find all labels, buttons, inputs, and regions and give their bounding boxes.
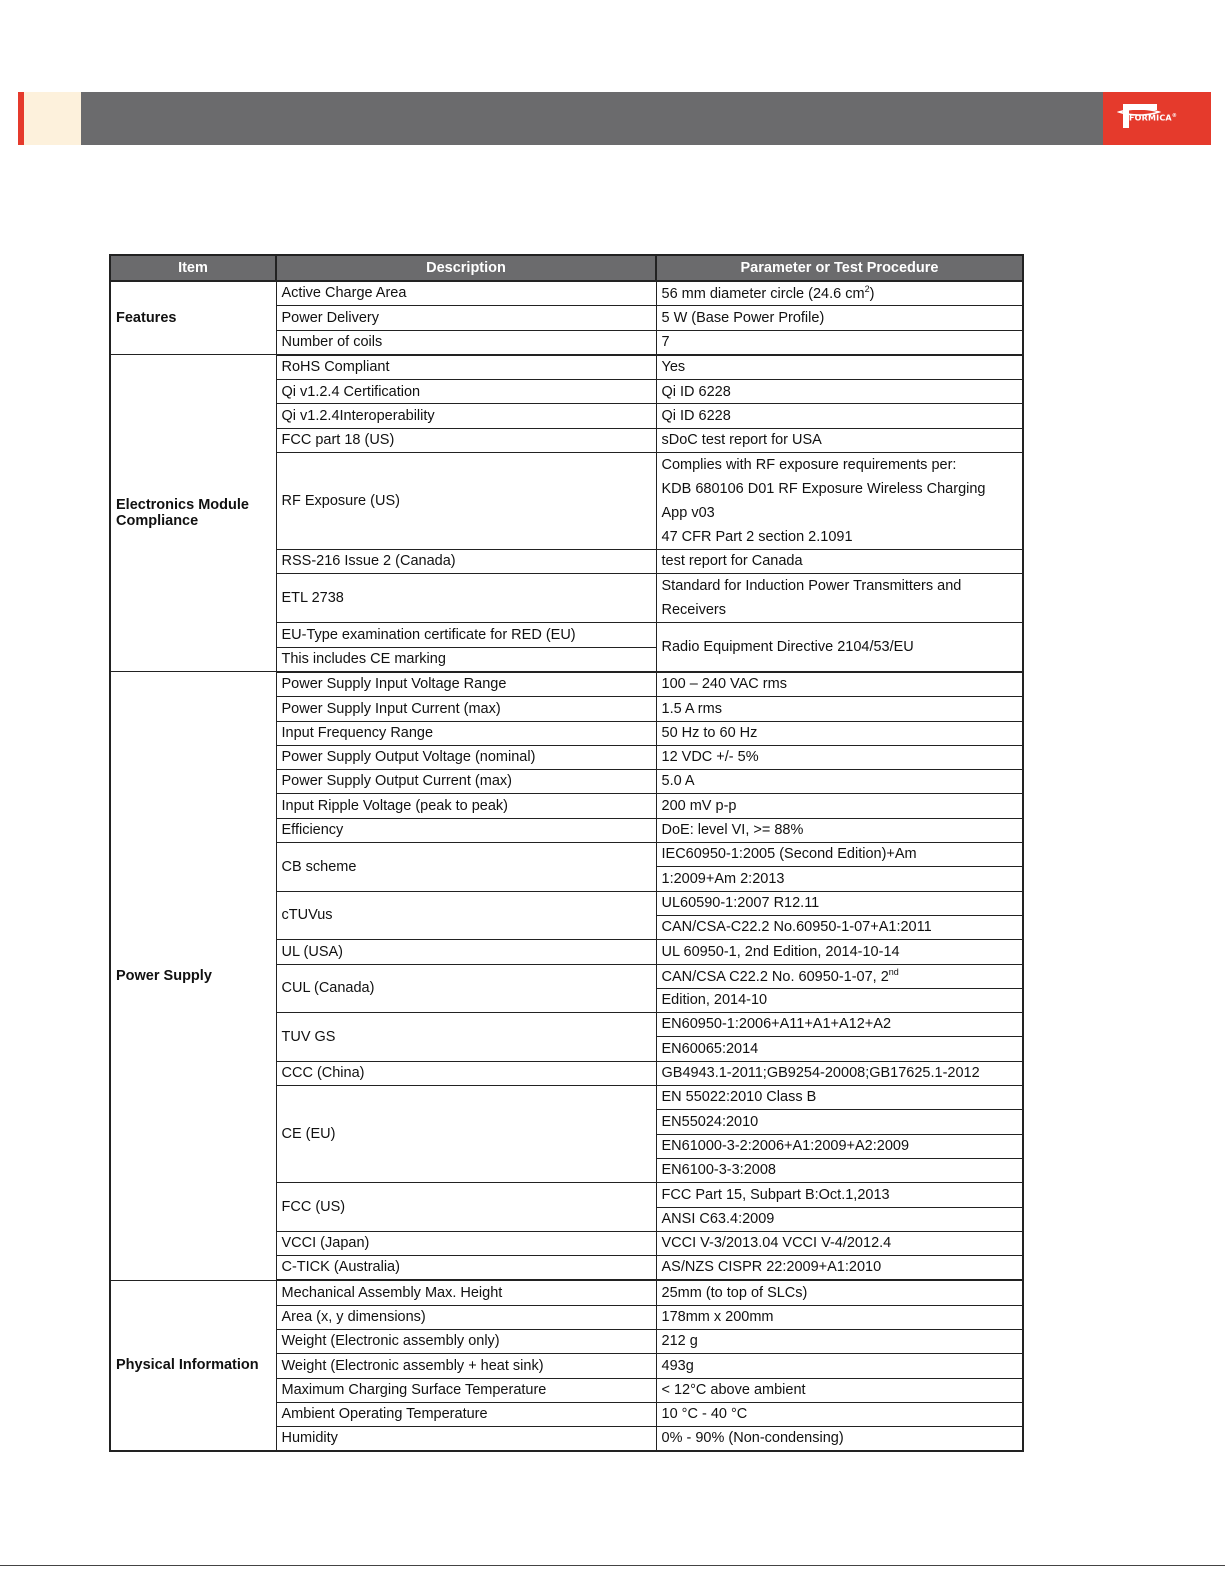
row-description: This includes CE marking xyxy=(276,647,656,672)
row-description: Input Ripple Voltage (peak to peak) xyxy=(276,794,656,818)
row-description: Input Frequency Range xyxy=(276,721,656,745)
row-value: EN60950-1:2006+A11+A1+A12+A2 xyxy=(656,1013,1023,1037)
row-value xyxy=(656,574,1023,623)
specification-table xyxy=(109,254,1024,1452)
row-description: RoHS Compliant xyxy=(276,355,656,380)
table-row xyxy=(110,355,1023,380)
row-description: Power Delivery xyxy=(276,306,656,330)
row-description: CCC (China) xyxy=(276,1061,656,1085)
row-description: ETL 2738 xyxy=(276,574,656,623)
row-value-text: CAN/CSA C22.2 No. 60950-1-07, 2 xyxy=(661,968,889,985)
row-value: ANSI C63.4:2009 xyxy=(656,1207,1023,1231)
row-value: GB4943.1-2011;GB9254-20008;GB17625.1-2012 xyxy=(656,1061,1023,1085)
table-row xyxy=(110,1280,1023,1305)
row-description: FCC part 18 (US) xyxy=(276,428,656,452)
row-description: TUV GS xyxy=(276,1013,656,1062)
row-value: UL60590-1:2007 R12.11 xyxy=(656,891,1023,915)
row-value-sup: nd xyxy=(888,966,899,977)
row-value: 12 VDC +/- 5% xyxy=(656,745,1023,769)
row-description: Power Supply Input Current (max) xyxy=(276,697,656,721)
row-value xyxy=(656,281,1023,306)
row-value: EN55024:2010 xyxy=(656,1110,1023,1134)
row-description: Weight (Electronic assembly only) xyxy=(276,1329,656,1353)
row-description: CB scheme xyxy=(276,843,656,892)
row-description: Mechanical Assembly Max. Height xyxy=(276,1280,656,1305)
formica-logo-label: FORMICA xyxy=(1129,113,1172,123)
row-value: 10 °C - 40 °C xyxy=(656,1402,1023,1426)
row-value: DoE: level VI, >= 88% xyxy=(656,818,1023,842)
row-description: Humidity xyxy=(276,1427,656,1452)
row-value: 5 W (Base Power Profile) xyxy=(656,306,1023,330)
row-value: test report for Canada xyxy=(656,550,1023,574)
row-description: Efficiency xyxy=(276,818,656,842)
row-value: 178mm x 200mm xyxy=(656,1305,1023,1329)
row-value-line: 47 CFR Part 2 section 2.1091 xyxy=(661,529,853,546)
row-value: 200 mV p-p xyxy=(656,794,1023,818)
row-description: Qi v1.2.4 Certification xyxy=(276,380,656,404)
table-row xyxy=(110,672,1023,697)
table-header-row xyxy=(110,255,1023,281)
header-bar xyxy=(81,92,1103,145)
row-value-text: 56 mm diameter circle (24.6 cm xyxy=(661,286,865,303)
group-physical: Physical Information xyxy=(110,1280,276,1451)
row-value: 5.0 A xyxy=(656,770,1023,794)
formica-logo-mark: ® xyxy=(1171,113,1178,119)
row-value: EN61000-3-2:2006+A1:2009+A2:2009 xyxy=(656,1134,1023,1158)
row-value xyxy=(656,964,1023,988)
header-parameter: Parameter or Test Procedure xyxy=(656,255,1023,281)
row-value: sDoC test report for USA xyxy=(656,428,1023,452)
row-description: Number of coils xyxy=(276,330,656,355)
row-description: cTUVus xyxy=(276,891,656,940)
row-value: Yes xyxy=(656,355,1023,380)
row-value: 100 – 240 VAC rms xyxy=(656,672,1023,697)
row-value: Edition, 2014-10 xyxy=(656,988,1023,1012)
row-value: Radio Equipment Directive 2104/53/EU xyxy=(656,623,1023,672)
row-description: EU-Type examination certificate for RED (EU) xyxy=(276,623,656,647)
group-compliance: Electronics Module Compliance xyxy=(110,355,276,672)
row-description: UL (USA) xyxy=(276,940,656,964)
row-value xyxy=(656,453,1023,550)
row-value-line: KDB 680106 D01 RF Exposure Wireless Charging xyxy=(661,481,986,498)
row-value: 493g xyxy=(656,1354,1023,1378)
row-value: < 12°C above ambient xyxy=(656,1378,1023,1402)
row-description: FCC (US) xyxy=(276,1183,656,1232)
row-description: CE (EU) xyxy=(276,1086,656,1183)
row-value: 25mm (to top of SLCs) xyxy=(656,1280,1023,1305)
table-row xyxy=(110,281,1023,306)
row-value: VCCI V-3/2013.04 VCCI V-4/2012.4 xyxy=(656,1231,1023,1255)
row-description: Ambient Operating Temperature xyxy=(276,1402,656,1426)
group-features: Features xyxy=(110,281,276,355)
row-value: Qi ID 6228 xyxy=(656,404,1023,428)
row-description: VCCI (Japan) xyxy=(276,1231,656,1255)
header-description: Description xyxy=(276,255,656,281)
row-description: Power Supply Output Voltage (nominal) xyxy=(276,745,656,769)
row-value-line: App v03 xyxy=(661,505,715,522)
formica-logo xyxy=(1103,92,1211,145)
formica-logo-text xyxy=(1129,113,1177,123)
row-description: Power Supply Output Current (max) xyxy=(276,770,656,794)
row-value: 212 g xyxy=(656,1329,1023,1353)
row-description: Maximum Charging Surface Temperature xyxy=(276,1378,656,1402)
row-value-line: Standard for Induction Power Transmitters and xyxy=(661,578,962,595)
row-value: Qi ID 6228 xyxy=(656,380,1023,404)
row-description: Qi v1.2.4Interoperability xyxy=(276,404,656,428)
row-description: CUL (Canada) xyxy=(276,964,656,1013)
row-value: 1:2009+Am 2:2013 xyxy=(656,867,1023,891)
row-value: FCC Part 15, Subpart B:Oct.1,2013 xyxy=(656,1183,1023,1207)
row-value: 50 Hz to 60 Hz xyxy=(656,721,1023,745)
row-value: 1.5 A rms xyxy=(656,697,1023,721)
row-description: Power Supply Input Voltage Range xyxy=(276,672,656,697)
row-value: EN 55022:2010 Class B xyxy=(656,1086,1023,1110)
row-value-line: Receivers xyxy=(661,602,726,619)
row-description: Active Charge Area xyxy=(276,281,656,306)
row-value-sup: 2 xyxy=(864,284,870,295)
row-description: Area (x, y dimensions) xyxy=(276,1305,656,1329)
row-value: IEC60950-1:2005 (Second Edition)+Am xyxy=(656,843,1023,867)
header-cream-block xyxy=(24,92,81,145)
row-value: 0% - 90% (Non-condensing) xyxy=(656,1427,1023,1452)
row-value-tail: ) xyxy=(869,286,875,303)
row-description: C-TICK (Australia) xyxy=(276,1256,656,1281)
row-value: UL 60950-1, 2nd Edition, 2014-10-14 xyxy=(656,940,1023,964)
row-value: 7 xyxy=(656,330,1023,355)
row-description: Weight (Electronic assembly + heat sink) xyxy=(276,1354,656,1378)
row-value: EN60065:2014 xyxy=(656,1037,1023,1061)
row-value: AS/NZS CISPR 22:2009+A1:2010 xyxy=(656,1256,1023,1281)
header-item: Item xyxy=(110,255,276,281)
row-value: CAN/CSA-C22.2 No.60950-1-07+A1:2011 xyxy=(656,915,1023,939)
footer-divider xyxy=(0,1565,1225,1566)
row-description: RSS-216 Issue 2 (Canada) xyxy=(276,550,656,574)
group-power-supply: Power Supply xyxy=(110,672,276,1280)
row-value: EN6100-3-3:2008 xyxy=(656,1158,1023,1182)
row-value-line: Complies with RF exposure requirements per: xyxy=(661,457,957,474)
row-description: RF Exposure (US) xyxy=(276,453,656,550)
